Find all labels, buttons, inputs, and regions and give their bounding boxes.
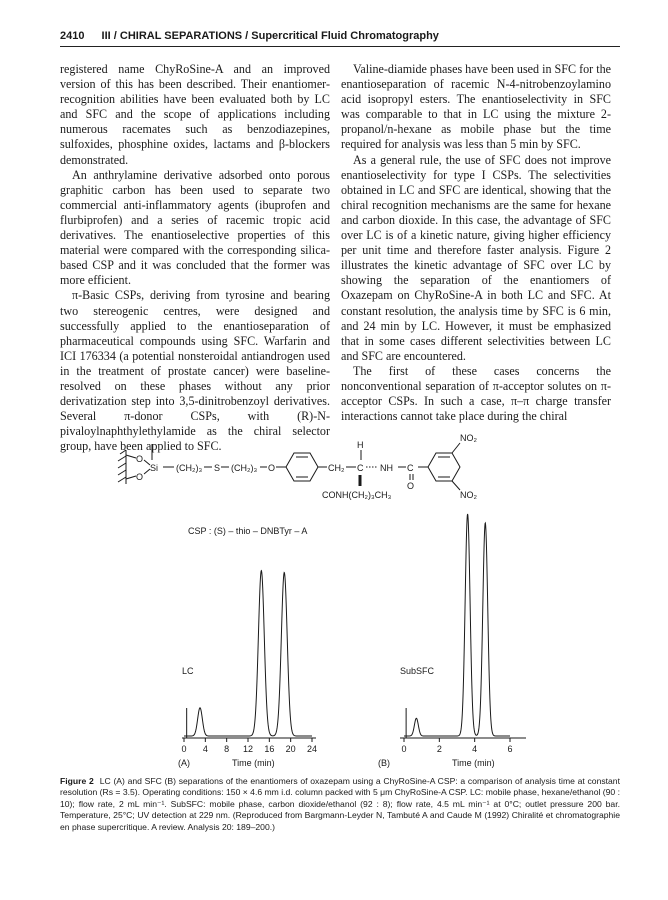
chart-a-ticks xyxy=(181,738,317,754)
x-tick-label: 20 xyxy=(285,744,296,754)
chart-a-xlabel: Time (min) xyxy=(232,758,275,768)
chain-2: (CH₂)₃ xyxy=(231,463,258,473)
chain-1: (CH₂)₃ xyxy=(176,463,203,473)
figure-svg xyxy=(60,398,620,773)
figure-2 xyxy=(60,398,620,773)
paragraph: The first of these cases concerns the nonconventional separation of π-acceptor solutes on π-acceptor CSPs. In such a case, π–π charge transfer interactions cannot take place during the chiral xyxy=(341,363,611,424)
group-conh: CONH(CH₂)₃CH₃ xyxy=(322,490,392,500)
x-tick-label: 16 xyxy=(264,744,275,754)
atom-h: H xyxy=(357,440,364,450)
caption-text: LC (A) and SFC (B) separations of the enantiomers of oxazepam using a ChyRoSine-A CSP: a comparison of analysis time at constant resolution (Rs = 3.5). Operating conditions: 150 × 4.6 mm i.d. column packed with 5 μm ChyRoSine-A CSP. LC: mobile phase, hexane/ethanol (90 : 10); flow rate, 2 mL min⁻¹. SubSFC: mobile phase, carbon dioxide/ethanol (92 : 8); flow rate, 4.5 mL min⁻¹ at 0°C; outlet pressure 200 bar. Temperature, 25°C; UV detection at 229 nm. (Reproduced from Bargmann-Leyder N, Tambuté A and Caude M (1992) Chiralité et chromatographie en phase supercritique. A review. Analysis 20: 189–200.) xyxy=(60,776,620,832)
right-column xyxy=(341,62,611,424)
paragraph: An anthrylamine derivative adsorbed onto porous graphitic carbon has been used to separate two commercial anti-inflammatory agents (ibuprofen and flurbiprofen) and a series of racemic tropic acid derivatives. The enantioselective properties of this material were compared with the corresponding silica-based CSP and it was concluded that the former was more efficient. xyxy=(60,167,330,288)
chart-a-label: LC xyxy=(182,666,194,676)
x-tick-label: 8 xyxy=(224,744,230,754)
atom-c-center: C xyxy=(357,463,364,473)
group-no2-top: NO₂ xyxy=(460,433,477,443)
paragraph: As a general rule, the use of SFC does not improve enantioselectivity for type I CSPs. The selectivities obtained in LC and SFC are identical, showing that the chiral recognition mechanisms are the same for hexane and carbon dioxide. In this case, the advantage of SFC over LC is of a kinetic nature, giving higher efficiency per unit time and therefore faster analysis. Figure 2 illustrates the kinetic advantage of SFC over LC by showing the separation of the enantiomers of Oxazepam on ChyRoSine-A in both LC and SFC. At constant resolution, the analysis time by SFC is 6 min, and 24 min by LC. However, it must be emphasized that in some cases different selectivities between LC and SFC are encountered. xyxy=(341,152,611,363)
atom-o-top: O xyxy=(136,454,144,464)
paragraph: registered name ChyRoSine-A and an improved version of this has been described. Their enantiomer-recognition abilities have been evaluated both by LC and SFC and the scope of applications including numerous racemates such as benzodiazepines, sulfoxides, phosphine oxides, lactams and β-blockers demonstrated. xyxy=(60,62,330,167)
chart-b-ticks xyxy=(401,738,512,754)
x-tick-label: 4 xyxy=(202,744,208,754)
atom-si: Si xyxy=(150,463,159,473)
group-no2-bottom: NO₂ xyxy=(460,490,477,500)
atom-o-bottom: O xyxy=(136,472,144,482)
chart-a-panel-label: (A) xyxy=(178,758,190,768)
chart-b-trace xyxy=(404,514,510,738)
x-tick-label: 24 xyxy=(306,744,318,754)
x-tick-label: 2 xyxy=(436,744,442,754)
running-header xyxy=(60,30,620,42)
left-column xyxy=(60,62,330,454)
atom-o-carbonyl: O xyxy=(407,481,415,491)
chart-b-panel-label: (B) xyxy=(378,758,390,768)
group-ch2: CH₂ xyxy=(328,463,345,473)
x-tick-label: 0 xyxy=(401,744,407,754)
chart-panel-b xyxy=(378,514,526,768)
x-tick-label: 4 xyxy=(472,744,478,754)
caption-label: Figure 2 xyxy=(60,776,94,786)
chart-a-title: CSP : (S) – thio – DNBTyr – A xyxy=(188,526,308,536)
x-tick-label: 12 xyxy=(242,744,254,754)
header-rule xyxy=(60,46,620,47)
chart-b-label: SubSFC xyxy=(400,666,435,676)
atom-s: S xyxy=(214,463,221,473)
group-nh: NH xyxy=(380,463,393,473)
x-tick-label: 6 xyxy=(507,744,513,754)
chart-a-trace xyxy=(184,571,312,738)
chart-b-xlabel: Time (min) xyxy=(452,758,495,768)
x-tick-label: 0 xyxy=(181,744,187,754)
paragraph: Valine-diamide phases have been used in SFC for the enantioseparation of racemic N-4-nitrobenzoylamino acid isopropyl esters. The enantioselectivity in SFC was comparable to that in LC using the mixture 2-propanol/n-hexane as mobile phase but the time required for analysis was less than 5 min by SFC. xyxy=(341,62,611,152)
atom-c-carbonyl: C xyxy=(407,463,414,473)
running-title: III / CHIRAL SEPARATIONS / Supercritical Fluid Chromatography xyxy=(101,30,439,42)
chart-panel-a xyxy=(178,526,317,768)
atom-o-link: O xyxy=(268,463,276,473)
page-number: 2410 xyxy=(60,30,85,42)
figure-caption xyxy=(60,776,620,833)
paragraph: π-Basic CSPs, deriving from tyrosine and bearing two stereogenic centres, were designed and successfully applied to the enantioseparation of pharmaceutical compounds using SFC. Warfarin and ICI 176334 (a potential nonsteroidal antiandrogen used in the treatment of prostate cancer) were baseline-resolved on these phases without any prior derivatization step into 3,5-dinitrobenzoyl derivatives. Several π-donor CSPs, with (R)-N-pivaloylnaphthylethylamide as the chiral selector group, have been applied to SFC. xyxy=(60,288,330,454)
